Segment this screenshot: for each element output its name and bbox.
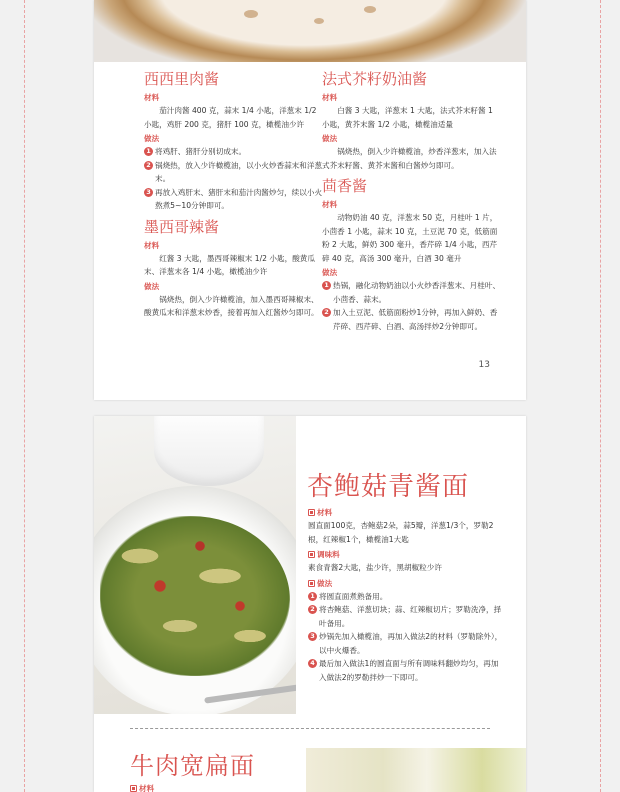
method-text: 锅烧热，倒入少许橄榄油，加入墨西哥辣椒末、酸黄瓜末和洋葱末炒香，接着再加入红酱炒匀即可。 [144,294,319,317]
section-divider [130,728,490,729]
recipe-title: 墨西哥辣酱 [144,217,220,236]
method-steps [308,590,504,685]
book-page-bottom [94,416,526,792]
ingredients-label: 材料 [322,93,338,102]
method-step: 4 最后加入做法1的圆直面与所有调味料翻炒均匀，再加入做法2的罗勒拌炒一下即可。 [308,657,504,684]
method-step: 2 将杏鲍菇、洋葱切块；蒜、红辣椒切片；罗勒洗净，择叶备用。 [308,603,504,630]
method-label: 做法 [322,268,338,277]
next-ingredients-label: 材料 [130,782,154,792]
numbered-circle-icon: 4 [308,659,317,668]
ingredients-text: 茄汁肉酱 400 克，蒜末 1/4 小匙，洋葱末 1/2 小匙，鸡肝 200 克，猪肝 100 克，橄榄油少许 [144,106,317,129]
ingredients-label: 材料 [322,200,338,209]
drink-photo [306,748,526,792]
next-recipe-title: 牛肉宽扁面 [130,752,255,780]
numbered-circle-icon: 1 [322,281,331,290]
recipe-title-main: 杏鲍菇青酱面 [307,472,470,502]
seasoning-label: 调味料 [308,548,504,561]
numbered-circle-icon: 2 [144,161,153,170]
ingredients-label: 材料 [308,506,504,519]
tag-square-icon [308,580,315,587]
tag-square-icon [130,785,137,792]
tag-square-icon [308,509,315,516]
method-text: 锅烧热，倒入少许橄榄油，炒香洋葱末，加入法式芥末籽酱、黄芥末酱和白酱炒匀即可。 [322,147,497,170]
left-edge-line [24,0,25,792]
ingredients-label: 材料 [144,93,160,102]
recipe-title: 法式芥籽奶油酱 [322,70,428,88]
method-step: 1 将鸡肝、猪肝分别切成末。 [144,145,324,159]
ingredients-text: 动物奶油 40 克，洋葱末 50 克，月桂叶 1 片，小茴香 1 小匙，蒜末 10 克，土豆泥 70 克，低筋面粉 2 大匙，鲜奶 300 毫升，香芹碎 1/4 小匙，西芹碎 40 克，高汤 300 毫升，白酒 30 毫升 [322,213,498,263]
recipe-title: 西西里肉酱 [144,70,220,88]
ingredients-text: 圆直面100克，杏鲍菇2朵，蒜5瓣，洋葱1/3个，罗勒2根，红辣椒1个，橄榄油1大匙 [308,521,494,544]
ingredients-text: 红酱 3 大匙，墨西哥辣椒末 1/2 小匙，酸黄瓜末、洋葱末各 1/4 小匙，橄榄油少许 [144,253,315,276]
method-step: 1 将圆直面煮熟备用。 [308,590,504,604]
method-step: 2 加入土豆泥、低筋面粉炒1分钟，再加入鲜奶、香芹碎、西芹碎、白酒、高汤拌炒2分钟即可。 [322,306,502,333]
numbered-circle-icon: 3 [144,188,153,197]
book-page-top [94,0,526,400]
method-step: 2 锅烧热，放入少许橄榄油，以小火炒香蒜末和洋葱末。 [144,159,324,186]
numbered-circle-icon: 1 [308,592,317,601]
tart-photo [94,0,526,62]
method-label: 做法 [322,134,338,143]
method-steps [144,145,324,213]
tag-square-icon [308,551,315,558]
pasta-photo [94,416,296,714]
right-edge-line [600,0,601,792]
recipe-title: 茴香酱 [322,177,368,195]
numbered-circle-icon: 3 [308,632,317,641]
method-label: 做法 [308,577,504,590]
seasoning-text: 素食青酱2大匙，盐少许，黑胡椒粒少许 [308,563,442,572]
ingredients-label: 材料 [144,240,160,250]
method-steps [322,279,502,333]
method-step: 3 炒锅先加入橄榄油，再加入做法2的材料（罗勒除外），以中火爆香。 [308,630,504,657]
method-step: 3 再放入鸡肝末、猪肝末和茄汁肉酱炒匀，续以小火熬煮5~10分钟即可。 [144,186,324,213]
recipe-details [308,504,504,684]
ingredients-text: 白酱 3 大匙，洋葱末 1 大匙，法式芥末籽酱 1 小匙，黄芥末酱 1/2 小匙，橄榄油适量 [322,106,493,129]
method-label: 做法 [144,134,160,143]
numbered-circle-icon: 1 [144,147,153,156]
right-column [322,68,502,333]
numbered-circle-icon: 2 [322,308,331,317]
page-number: 13 [478,360,490,370]
numbered-circle-icon: 2 [308,605,317,614]
method-label: 做法 [144,281,160,291]
left-column [144,68,324,320]
method-step: 1 热锅，融化动物奶油以小火炒香洋葱末、月桂叶、小茴香、蒜末。 [322,279,502,306]
